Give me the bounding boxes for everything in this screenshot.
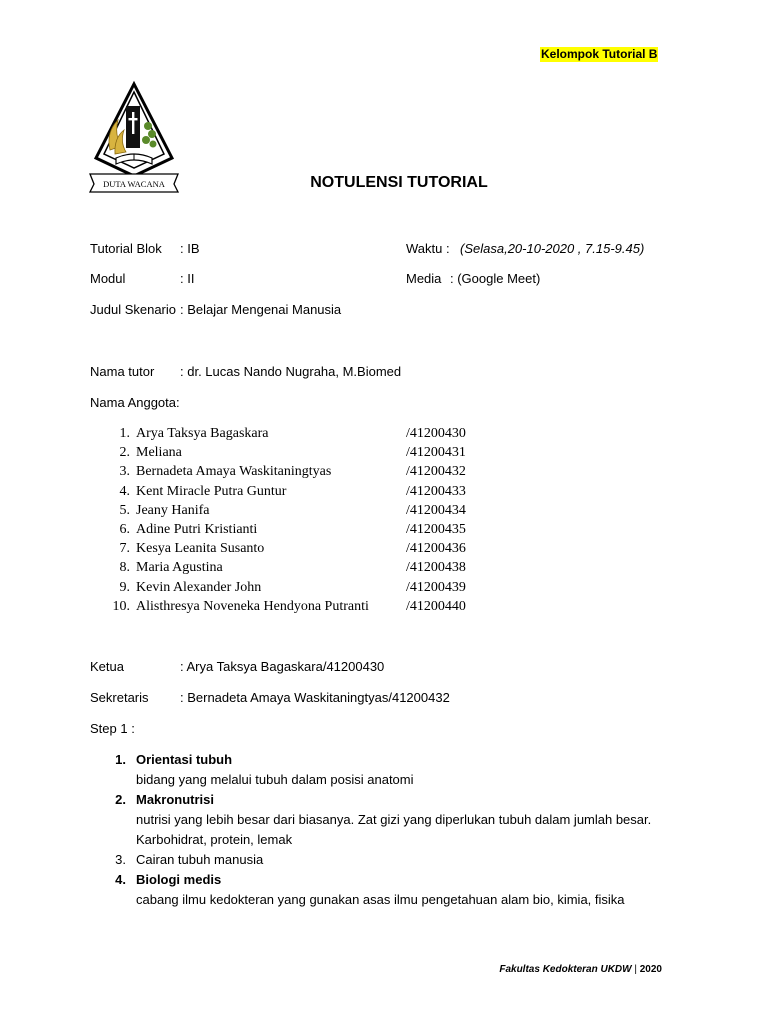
step-item: 3. Cairan tubuh manusia bbox=[115, 852, 264, 867]
modul-value: : II bbox=[180, 271, 195, 286]
step-term: Biologi medis bbox=[136, 872, 222, 887]
member-name: Alisthresya Noveneka Hendyona Putranti bbox=[136, 598, 369, 614]
member-nim: /41200438 bbox=[406, 560, 466, 576]
member-item: 5. Jeany Hanifa /41200434 bbox=[119, 502, 466, 518]
member-list bbox=[106, 424, 506, 616]
modul-label: Modul bbox=[90, 271, 126, 286]
member-item: 7. Kesya Leanita Susanto /41200436 bbox=[119, 541, 466, 557]
member-nim: /41200439 bbox=[406, 579, 466, 595]
document-title: NOTULENSI TUTORIAL bbox=[310, 174, 488, 191]
step-heading: Step 1 : bbox=[90, 721, 135, 736]
member-item: 8. Maria Agustina /41200438 bbox=[119, 560, 466, 576]
waktu-value: (Selasa,20-10-2020 , 7.15-9.45) bbox=[460, 241, 645, 256]
member-name: Jeany Hanifa bbox=[136, 502, 210, 518]
member-item: 6. Adine Putri Kristianti /41200435 bbox=[119, 521, 466, 537]
member-item: 10. Alisthresya Noveneka Hendyona Putranti /41200440 bbox=[112, 598, 466, 614]
member-name: Adine Putri Kristianti bbox=[136, 521, 258, 537]
step-desc: nutrisi yang lebih besar dari biasanya. Zat gizi yang diperlukan tubuh dalam jumlah besar. Karbohidrat, protein, lemak bbox=[136, 812, 652, 847]
step-term: Cairan tubuh manusia bbox=[136, 852, 264, 867]
member-item: 1. Arya Taksya Bagaskara /41200430 bbox=[119, 426, 466, 441]
member-nim: /41200433 bbox=[406, 483, 466, 499]
member-name: Kevin Alexander John bbox=[136, 579, 262, 595]
member-nim: /41200440 bbox=[406, 598, 466, 614]
step-term: Makronutrisi bbox=[136, 792, 215, 807]
member-item: 3. Bernadeta Amaya Waskitaningtyas /41200432 bbox=[119, 464, 466, 480]
media-label: Media bbox=[406, 271, 442, 286]
media-value: : (Google Meet) bbox=[450, 271, 541, 286]
tutorial-blok-value: : IB bbox=[180, 241, 200, 256]
ketua-label: Ketua bbox=[90, 659, 124, 674]
member-nim: /41200436 bbox=[406, 541, 466, 557]
step-desc: bidang yang melalui tubuh dalam posisi anatomi bbox=[136, 772, 414, 787]
footer-separator: | bbox=[631, 964, 640, 975]
step-term: Orientasi tubuh bbox=[136, 752, 233, 767]
tutor-label: Nama tutor bbox=[90, 364, 155, 379]
sekretaris-label: Sekretaris bbox=[90, 690, 149, 705]
step-list bbox=[110, 750, 670, 910]
sekretaris-value: : Bernadeta Amaya Waskitaningtyas/41200432 bbox=[180, 690, 450, 705]
member-nim: /41200430 bbox=[406, 426, 466, 441]
member-nim: /41200431 bbox=[406, 445, 466, 461]
member-item: 2. Meliana /41200431 bbox=[119, 445, 466, 461]
page-footer bbox=[499, 964, 662, 975]
judul-value: : Belajar Mengenai Manusia bbox=[180, 302, 342, 317]
member-nim: /41200432 bbox=[406, 464, 466, 480]
member-item: 4. Kent Miracle Putra Guntur /41200433 bbox=[119, 483, 466, 499]
waktu-label: Waktu : bbox=[406, 241, 450, 256]
tutorial-blok-label: Tutorial Blok bbox=[90, 241, 162, 256]
footer-faculty: Fakultas Kedokteran UKDW bbox=[499, 964, 632, 975]
group-tag: Kelompok Tutorial B bbox=[541, 47, 658, 61]
footer-year: 2020 bbox=[639, 964, 662, 975]
logo-text: DUTA WACANA bbox=[103, 179, 165, 189]
member-nim: /41200434 bbox=[406, 502, 466, 518]
member-name: Bernadeta Amaya Waskitaningtyas bbox=[136, 464, 332, 480]
anggota-label: Nama Anggota: bbox=[90, 395, 180, 410]
member-name: Kesya Leanita Susanto bbox=[136, 541, 265, 557]
member-nim: /41200435 bbox=[406, 521, 466, 537]
step-item: 2. Makronutrisi nutrisi yang lebih besar dari biasanya. Zat gizi yang diperlukan tubuh dalam jumlah besar. Karbohidrat, protein, lemak bbox=[110, 790, 670, 850]
member-name: Maria Agustina bbox=[136, 560, 223, 576]
member-name: Kent Miracle Putra Guntur bbox=[136, 483, 287, 499]
ketua-value: : Arya Taksya Bagaskara/41200430 bbox=[180, 659, 385, 674]
step-item: 1. Orientasi tubuh bidang yang melalui tubuh dalam posisi anatomi bbox=[110, 750, 670, 790]
member-item: 9. Kevin Alexander John /41200439 bbox=[119, 579, 466, 595]
member-name: Meliana bbox=[136, 445, 182, 461]
judul-label: Judul Skenario bbox=[90, 302, 176, 317]
step-desc: cabang ilmu kedokteran yang gunakan asas ilmu pengetahuan alam bio, kimia, fisika bbox=[136, 892, 625, 907]
tutor-value: : dr. Lucas Nando Nugraha, M.Biomed bbox=[180, 364, 402, 379]
step-item: 4. Biologi medis cabang ilmu kedokteran yang gunakan asas ilmu pengetahuan alam bio, kimia, fisika bbox=[110, 870, 670, 910]
member-name: Arya Taksya Bagaskara bbox=[136, 426, 269, 441]
